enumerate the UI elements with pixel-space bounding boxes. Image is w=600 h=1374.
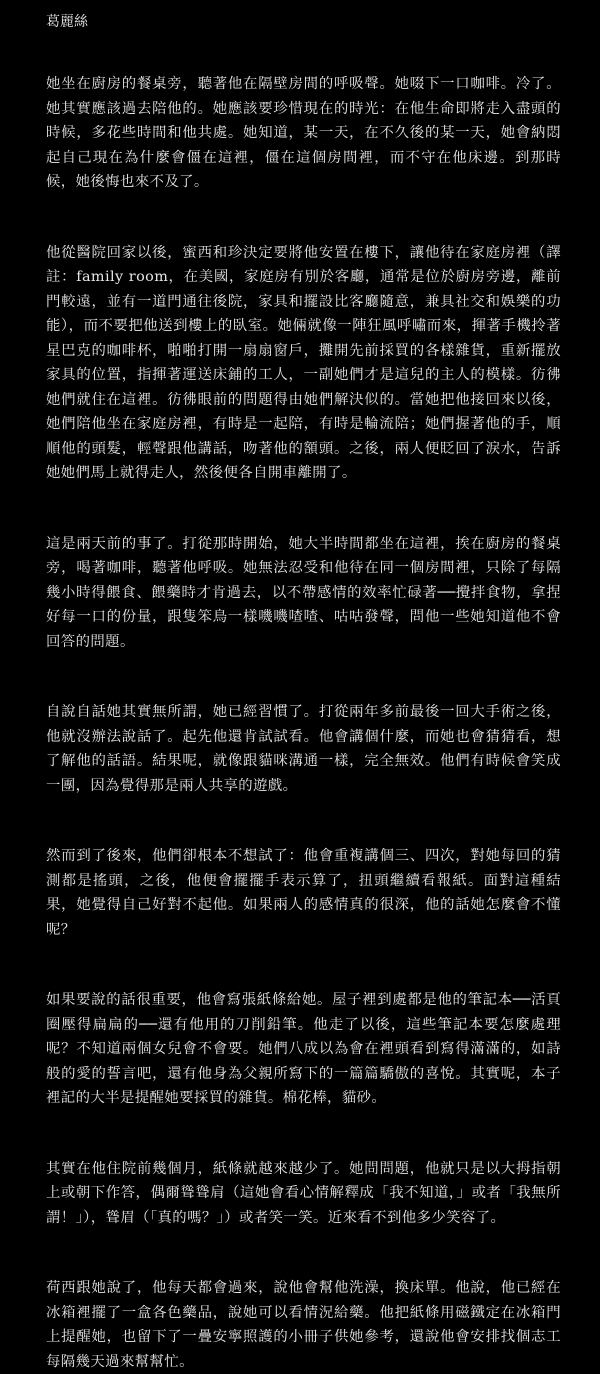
story-body bbox=[46, 72, 561, 1374]
paragraph: 其實在他住院前幾個月，紙條就越來越少了。她問問題，他就只是以大拇指朝上或朝下作答，偶爾聳聳肩（這她會看心情解釋成「我不知道，」或者「我無所謂！」），聳眉（「真的嗎？」）或者笑一笑。近來看不到他多少笑容了。 bbox=[46, 1160, 561, 1226]
author-name: 葛麗絲 bbox=[46, 14, 88, 30]
paragraph: 這是兩天前的事了。打從那時開始，她大半時間都坐在這裡，挨在廚房的餐桌旁，喝著咖啡，聽著他呼吸。她無法忍受和他待在同一個房間裡，只除了每隔幾小時得餵食、餵藥時才肯過去，以不帶感情的效率忙碌著──攪拌食物，拿捏好每一口的份量，跟隻笨鳥一樣嘰嘰喳喳、咕咕發聲，問他一些她知道他不會回答的問題。 bbox=[46, 535, 561, 650]
paragraph: 自說自話她其實無所謂，她已經習慣了。打從兩年多前最後一回大手術之後，他就沒辦法說話了。起先他還肯試試看。他會講個什麼，而她也會猜猜看，想了解他的話語。結果呢，就像跟貓咪溝通一樣，完全無效。他們有時候會笑成一團，因為覺得那是兩人共享的遊戲。 bbox=[46, 704, 561, 794]
paragraph: 他從醫院回家以後，蜜西和珍決定要將他安置在樓下，讓他待在家庭房裡（譯註：family room，在美國，家庭房有別於客廳，通常是位於廚房旁邊，離前門較遠，並有一道門通往後院，家具和擺設比客廳隨意，兼具社交和娛樂的功能），而不要把他送到樓上的臥室。她倆就像一陣狂風呼嘯而來，揮著手機拎著星巴克的咖啡杯，啪啪打開一扇扇窗戶，攤開先前採買的各樣雜貨，重新擺放家具的位置，指揮著運送床鋪的工人，一副她們才是這兒的主人的模樣。彷彿她們就住在這裡。彷彿眼前的問題得由她們解決似的。當她把他接回來以後，她們陪他坐在家庭房裡，有時是一起陪，有時是輪流陪；她們握著他的手，順順他的頭髮，輕聲跟他講話，吻著他的額頭。之後，兩人便眨回了淚水，告訴她她們馬上就得走人，然後便各自開車離開了。 bbox=[46, 244, 561, 481]
paragraph: 她坐在廚房的餐桌旁，聽著他在隔壁房間的呼吸聲。她啜下一口咖啡。冷了。她其實應該過去陪他的。她應該要珍惜現在的時光：在他生命即將走入盡頭的時候，多花些時間和他共處。她知道，某一天，在不久後的某一天，她會納悶起自己現在為什麼會僵在這裡，僵在這個房間裡，而不守在他床邊。到那時候，她後悔也來不及了。 bbox=[46, 76, 561, 190]
paragraph: 如果要說的話很重要，他會寫張紙條給她。屋子裡到處都是他的筆記本──活頁圈壓得扁扁的──還有他用的刀削鉛筆。他走了以後，這些筆記本要怎麼處理呢？不知道兩個女兒會不會要。她們八成以為會在裡頭看到寫得滿滿的，如詩般的愛的誓言吧，還有他身為父親所寫下的一篇篇驕傲的喜悅。其實呢，本子裡記的大半是提醒她要採買的雜貨。棉花棒，貓砂。 bbox=[46, 992, 561, 1106]
paragraph: 然而到了後來，他們卻根本不想試了：他會重複講個三、四次，對她每回的猜測都是搖頭，之後，他便會擺擺手表示算了，扭頭繼續看報紙。面對這種結果，她覺得自己好對不起他。如果兩人的感情真的很深，他的話她怎麼會不懂呢？ bbox=[46, 848, 561, 938]
paragraph: 荷西跟她說了，他每天都會過來，說他會幫他洗澡，換床單。他說，他已經在冰箱裡擺了一盒各色藥品，說她可以看情況給藥。他把紙條用磁鐵定在冰箱門上提醒她，也留下了一疊安寧照護的小冊子供她參考，還說他會安排找個志工每隔幾天過來幫幫忙。 bbox=[46, 1280, 561, 1370]
